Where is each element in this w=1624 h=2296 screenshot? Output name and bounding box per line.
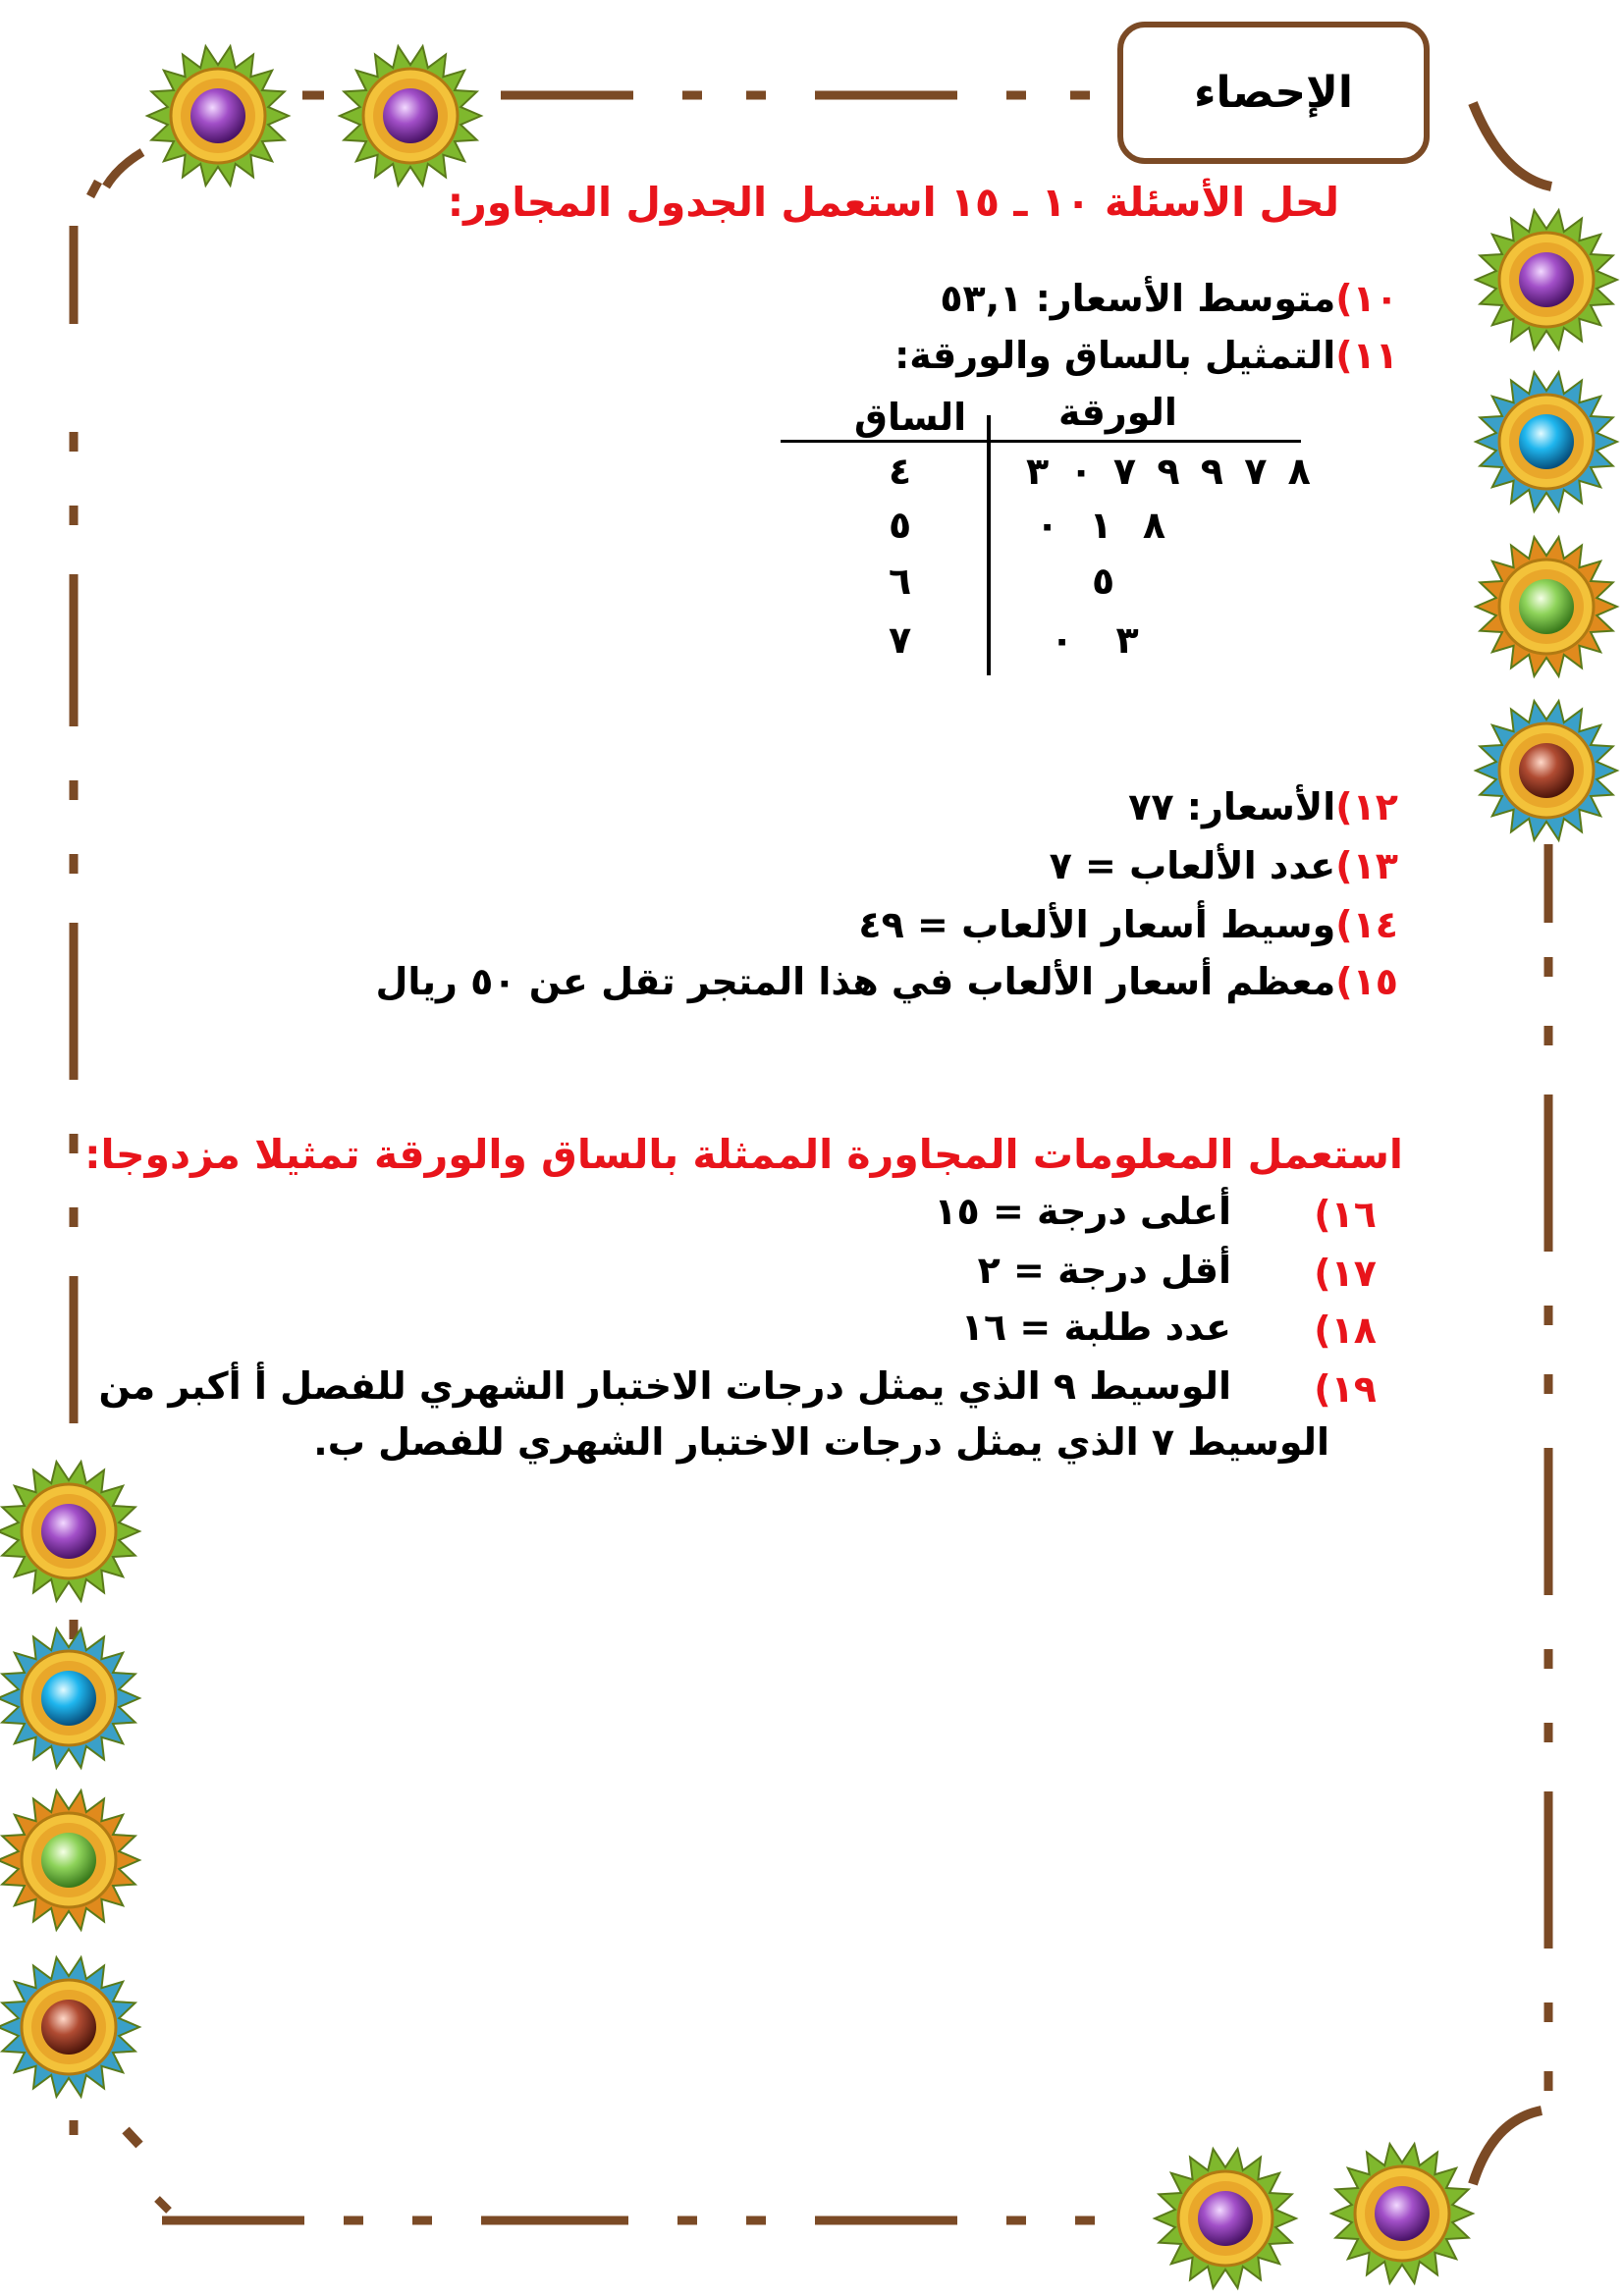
stem-value: ٥ bbox=[889, 504, 912, 547]
question-number-17: ١٧) bbox=[1314, 1252, 1377, 1295]
answer-11 bbox=[894, 334, 1398, 377]
flower-ornament bbox=[0, 1629, 139, 1768]
flower-ornament bbox=[1331, 2144, 1473, 2283]
flower-ornament bbox=[340, 46, 481, 186]
stem-value: ٧ bbox=[889, 618, 912, 662]
answer-text: وسيط أسعار الألعاب = ٤٩ bbox=[858, 903, 1336, 946]
leaf-values: ٥ bbox=[1092, 560, 1115, 603]
leaf-header: الورقة bbox=[1058, 391, 1177, 434]
leaf-values: ٣ ٠ bbox=[1051, 618, 1139, 662]
flower-ornament bbox=[1476, 537, 1617, 676]
stem-leaf-horizontal-rule bbox=[781, 440, 1301, 443]
stem-header: الساق bbox=[854, 396, 967, 439]
answer-15 bbox=[375, 960, 1398, 1003]
flower-ornament bbox=[1476, 210, 1617, 349]
answer-17: أقل درجة = ٢ bbox=[977, 1249, 1231, 1292]
question-number-16: ١٦) bbox=[1314, 1193, 1377, 1236]
answer-text: الأسعار: ٧٧ bbox=[1128, 785, 1336, 828]
question-number: ١٠) bbox=[1335, 277, 1398, 320]
leaf-values: ٨ ١ ٠ bbox=[1036, 504, 1166, 547]
answer-13 bbox=[1050, 844, 1398, 887]
answer-19-continued: الوسيط ٧ الذي يمثل درجات الاختبار الشهري للفصل ب. bbox=[313, 1420, 1329, 1464]
heading-questions-10-15: لحل الأسئلة ١٠ ـ ١٥ استعمل الجدول المجاور: bbox=[447, 179, 1339, 226]
flower-ornament bbox=[1476, 701, 1617, 840]
answer-12 bbox=[1128, 785, 1398, 828]
page-title-box bbox=[1117, 22, 1430, 164]
answer-text: معظم أسعار الألعاب في هذا المتجر تقل عن ٥٠ ريال bbox=[375, 960, 1336, 1003]
flower-ornament bbox=[0, 1957, 139, 2097]
answer-14 bbox=[858, 903, 1398, 946]
answer-16: أعلى درجة = ١٥ bbox=[934, 1190, 1231, 1233]
flower-ornament bbox=[147, 46, 289, 186]
leaf-values: ٨ ٧ ٩ ٩ ٧ ٠ ٣ bbox=[1026, 450, 1311, 493]
question-number: ١١) bbox=[1335, 334, 1398, 377]
question-number: ١٤) bbox=[1335, 903, 1398, 946]
answer-19: الوسيط ٩ الذي يمثل درجات الاختبار الشهري للفصل أ أكبر من bbox=[98, 1364, 1231, 1408]
question-number: ١٣) bbox=[1335, 844, 1398, 887]
question-number-19: ١٩) bbox=[1314, 1367, 1377, 1411]
flower-ornament bbox=[1155, 2149, 1296, 2288]
flower-ornament bbox=[0, 1790, 139, 1930]
answer-10 bbox=[940, 277, 1398, 320]
answer-18: عدد طلبة = ١٦ bbox=[960, 1306, 1231, 1349]
heading-double-stem-leaf: استعمل المعلومات المجاورة الممثلة بالساق والورقة تمثيلا مزدوجا: bbox=[84, 1131, 1403, 1178]
answer-text: متوسط الأسعار: ٥٣,١ bbox=[940, 277, 1336, 320]
question-number: ١٥) bbox=[1335, 960, 1398, 1003]
flower-ornament bbox=[1476, 372, 1617, 511]
question-number: ١٢) bbox=[1335, 785, 1398, 828]
answer-text: عدد الألعاب = ٧ bbox=[1049, 844, 1336, 887]
stem-value: ٤ bbox=[889, 450, 912, 493]
stem-value: ٦ bbox=[889, 560, 912, 603]
stem-leaf-vertical-rule bbox=[987, 415, 991, 675]
page-title: الإحصاء bbox=[1194, 68, 1353, 118]
flower-ornament bbox=[0, 1462, 139, 1601]
question-number-18: ١٨) bbox=[1314, 1308, 1377, 1352]
answer-text: التمثيل بالساق والورقة: bbox=[894, 334, 1336, 377]
